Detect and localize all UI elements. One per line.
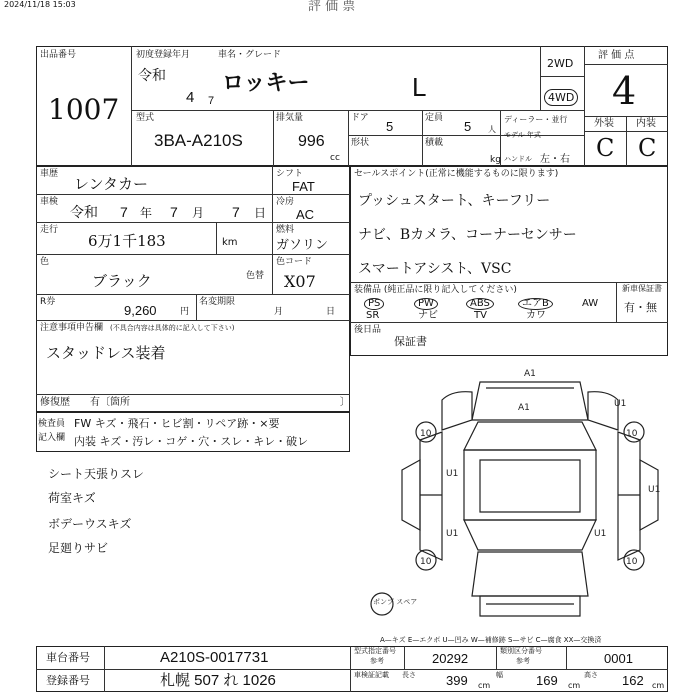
sales-point-1: プッシュスタート、キーフリー xyxy=(358,193,551,209)
drive-4wd: 4WD xyxy=(544,89,578,106)
color-code-label: 色コード xyxy=(276,257,313,267)
interior-label: 内装 xyxy=(636,118,656,129)
sales-point-2: ナビ、Bカメラ、コーナーセンサー xyxy=(358,227,577,243)
inspector-row1: FW キズ・飛石・ヒビ割・リペア跡・×要 xyxy=(74,417,280,430)
car-grade: L xyxy=(412,72,427,102)
history-value: レンタカー xyxy=(74,176,149,193)
doors-label: ドア xyxy=(351,113,369,123)
model-value: 3BA-A210S xyxy=(154,131,243,150)
equip-abs: ABS xyxy=(466,298,494,310)
car-diagram xyxy=(360,360,670,650)
entry-label: 記入欄 xyxy=(38,433,66,443)
recycle-unit: 円 xyxy=(180,307,190,317)
sheet-title: 評 価 票 xyxy=(308,0,356,14)
remark-2: 荷室キズ xyxy=(48,491,96,505)
width-value: 169 xyxy=(536,673,558,688)
mark-10-fr: 10 xyxy=(626,429,638,439)
ac-label: 冷房 xyxy=(276,197,295,207)
sales-points-label: セールスポイント(正常に機能するものに限ります) xyxy=(354,169,559,179)
mark-10-rr: 10 xyxy=(626,557,638,567)
type-no-value: 20292 xyxy=(432,651,469,666)
equip-pw: PW xyxy=(414,298,438,310)
aftermarket-value: 保証書 xyxy=(394,335,427,348)
first-reg-month: 7 xyxy=(208,95,215,107)
inspection-year-unit: 年 xyxy=(140,206,153,220)
inspection-label: 車検 xyxy=(40,197,59,207)
name-change-month: 月 xyxy=(274,307,284,317)
notes-value: スタッドレス装着 xyxy=(46,344,166,362)
exterior-label: 外装 xyxy=(594,118,614,129)
chassis-label: 車台番号 xyxy=(46,651,90,664)
category-no-value: 0001 xyxy=(604,651,633,666)
inspection-month-unit: 月 xyxy=(192,206,205,220)
mark-u1-right-rear: U1 xyxy=(594,529,607,539)
mark-u1-left-rear: U1 xyxy=(446,529,459,539)
inspection-year: 7 xyxy=(120,204,128,220)
history-label: 車歴 xyxy=(40,169,59,179)
load-unit: kg xyxy=(490,155,501,165)
height-label: 高さ xyxy=(584,671,598,679)
handle-label: ハンドル xyxy=(504,155,532,163)
sales-point-3: スマートアシスト、VSC xyxy=(358,261,512,277)
warranty-label: 新車保証書 xyxy=(622,284,662,293)
displacement-value: 996 xyxy=(298,133,325,150)
remark-4: 足廻りサビ xyxy=(48,541,109,555)
name-change-day: 日 xyxy=(326,307,336,317)
inspection-era: 令和 xyxy=(70,204,98,220)
mark-u1-left: U1 xyxy=(446,469,459,479)
category-no-label: 類別区分番号 xyxy=(500,647,542,655)
mileage-unit: km xyxy=(222,237,238,248)
diagram-legend: A—キズ E—エクボ U—凹み W—補修跡 S—サビ C—腐食 XX—交換済 xyxy=(380,636,602,644)
repair-close: 〕 xyxy=(340,397,350,408)
shift-label: シフト xyxy=(276,169,304,179)
equip-ps: PS xyxy=(364,298,384,310)
inspection-day: 7 xyxy=(232,204,240,220)
repair-value: 有〔箇所 xyxy=(90,397,130,408)
name-change-label: 名変期限 xyxy=(199,297,236,307)
car-name-label: 車名・グレード xyxy=(218,50,282,60)
shift-value: FAT xyxy=(292,179,315,194)
width-label: 幅 xyxy=(496,671,503,679)
mark-10-rl: 10 xyxy=(420,557,432,567)
recycle-label: R券 xyxy=(40,297,56,307)
fuel-label: 燃料 xyxy=(276,225,295,235)
equip-sr: SR xyxy=(366,310,380,321)
equipment-label: 装備品 (純正品に限り記入してください) xyxy=(354,285,517,295)
category-no-sub: 参考 xyxy=(516,657,530,665)
load-label: 積載 xyxy=(425,138,444,148)
aftermarket-label: 後日品 xyxy=(354,325,382,335)
notes-sub: (不具合内容は具体的に記入して下さい) xyxy=(110,324,235,332)
first-reg-label: 初度登録年月 xyxy=(136,50,191,60)
doors-value: 5 xyxy=(386,119,394,134)
length-unit: cm xyxy=(478,681,491,690)
score-label: 評 価 点 xyxy=(598,50,635,61)
equip-tv: TV xyxy=(474,310,487,321)
length-value: 399 xyxy=(446,673,468,688)
width-unit: cm xyxy=(568,681,581,690)
mark-a1-hood: A1 xyxy=(518,403,530,413)
remark-1: シート天張りスレ xyxy=(48,467,145,481)
equip-airbag: エアB xyxy=(518,298,553,310)
equip-navi: ナビ xyxy=(418,310,438,321)
color-label: 色 xyxy=(40,257,50,267)
mark-u1-fr: U1 xyxy=(614,399,627,409)
mileage-label: 走行 xyxy=(40,225,59,235)
color-no-label: 色替 xyxy=(246,271,265,281)
capacity-unit: 人 xyxy=(488,125,496,134)
chassis-value: A210S-0017731 xyxy=(160,649,269,666)
lot-number: 1007 xyxy=(48,93,120,126)
equip-aw: AW xyxy=(582,298,599,309)
repair-label: 修復歴 xyxy=(40,397,70,408)
capacity-value: 5 xyxy=(464,119,472,134)
drive-2wd: 2WD xyxy=(547,57,574,70)
inspection-month: 7 xyxy=(170,204,178,220)
color-code: X07 xyxy=(284,272,316,291)
timestamp: 2024/11/18 15:03 xyxy=(4,0,76,9)
mark-10-fl: 10 xyxy=(420,429,432,439)
notes-label: 注意事項申告欄 xyxy=(40,323,104,333)
length-label: 長さ xyxy=(402,671,416,679)
mileage-value: 6万1千183 xyxy=(88,232,166,250)
mark-spare: ポンプ スペア xyxy=(373,598,418,606)
remark-3: ボデーウスキズ xyxy=(48,517,132,531)
model-year-label: モデル 年式 xyxy=(504,131,541,139)
shape-label: 形状 xyxy=(351,138,370,148)
fuel-value: ガソリン xyxy=(276,237,329,252)
type-no-sub: 参考 xyxy=(370,657,384,665)
mark-u1-right: U1 xyxy=(648,485,661,495)
displacement-unit: cc xyxy=(330,153,340,163)
displacement-label: 排気量 xyxy=(276,113,304,123)
score-value: 4 xyxy=(612,69,637,113)
height-value: 162 xyxy=(622,673,644,688)
plate-value: 札幌 507 れ 1026 xyxy=(160,672,276,689)
type-no-label: 型式指定番号 xyxy=(354,647,396,655)
equip-leather: カワ xyxy=(526,310,546,321)
car-name: ロッキー xyxy=(222,70,310,95)
handle-value: 左・右 xyxy=(540,154,570,165)
plate-label: 登録番号 xyxy=(46,674,90,687)
dealer-label: ディーラー・並行 xyxy=(504,115,568,124)
capacity-label: 定員 xyxy=(425,113,444,123)
color-value: ブラック xyxy=(92,273,152,290)
interior-score: C xyxy=(638,134,657,162)
lot-label: 出品番号 xyxy=(40,50,77,60)
model-label: 型式 xyxy=(136,113,155,123)
warranty-value: 有・無 xyxy=(624,301,657,314)
mark-a1-front: A1 xyxy=(524,369,536,379)
ac-value: AC xyxy=(296,207,315,222)
exterior-score: C xyxy=(596,134,615,162)
inspector-label: 検査員 xyxy=(38,419,66,429)
first-reg-year: 4 xyxy=(186,89,195,106)
first-reg-era: 令和 xyxy=(138,67,166,83)
dims-label: 車検証記載 xyxy=(354,671,389,679)
recycle-value: 9,260 xyxy=(124,303,157,318)
height-unit: cm xyxy=(652,681,665,690)
inspection-day-unit: 日 xyxy=(254,206,267,220)
inspector-row2: 内装 キズ・汚レ・コゲ・穴・スレ・キレ・破レ xyxy=(74,435,309,448)
